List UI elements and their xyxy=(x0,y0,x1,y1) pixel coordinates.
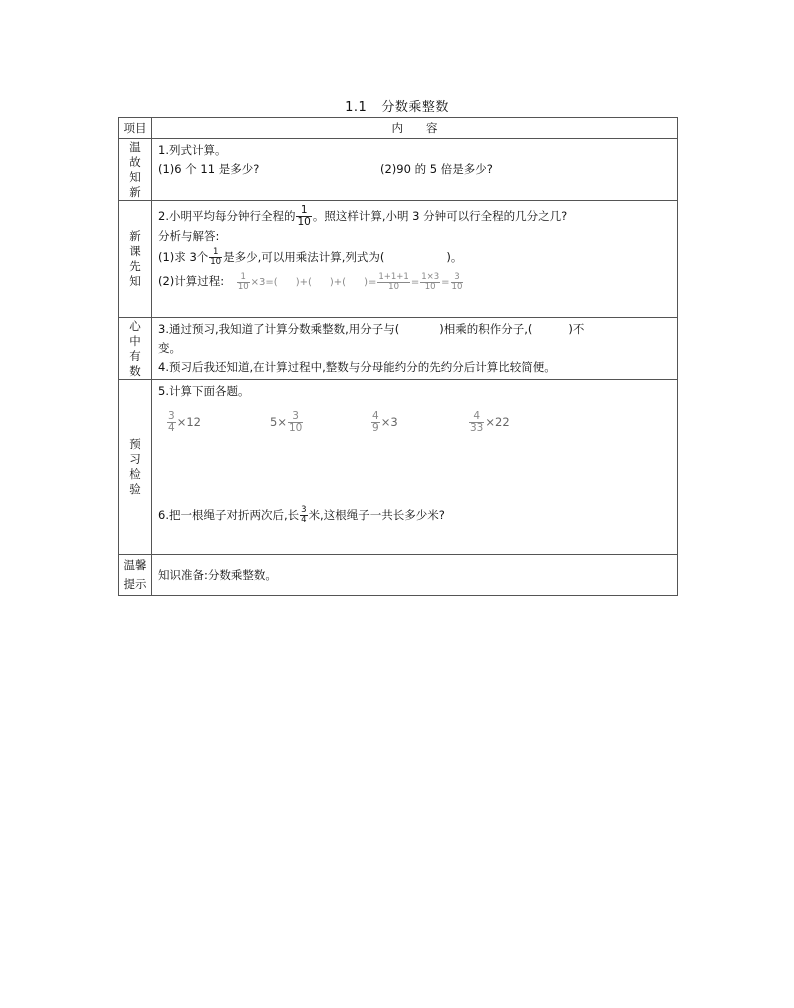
fraction: $\frac{3}{10}$ xyxy=(451,271,463,292)
new-lesson-content xyxy=(152,201,678,318)
fraction: $\frac{1\times 3}{10}$ xyxy=(421,271,440,292)
header-row xyxy=(119,118,678,139)
fraction: $\frac{3}{4}$ xyxy=(301,505,307,525)
question-2: 2.小明平均每分钟行全程的 $\frac{1}{10}$ 。照这样计算,小明 3 分钟可以行全程的几分之几? xyxy=(158,204,568,228)
question-6: 6.把一根绳子对折两次后,长 $\frac{3}{4}$ 米,这根绳子一共长多少米? xyxy=(158,505,445,525)
part-2: (2)计算过程: $\frac{1}{10}$ ×3=( )+( )+( )= $\frac{1+1+1}{10}$ = $\frac{1\times 3}{10}$ = $\frac{3}{10}$ xyxy=(158,271,463,292)
question-4: 4.预习后我还知道,在计算过程中,整数与分母能约分的先约分后计算比较简便。 xyxy=(158,360,556,374)
check-content xyxy=(152,380,678,555)
check-label: 预 习 检 验 xyxy=(119,380,152,555)
exercise-1: $\frac{3}{4}$ ×12 xyxy=(168,410,201,434)
tips-label: 温馨 提示 xyxy=(119,555,152,596)
section-number: 1.1 xyxy=(345,100,368,115)
question-5: 5.计算下面各题。 xyxy=(158,384,250,398)
question-1: 1.列式计算。 xyxy=(158,143,227,157)
section-title: 分数乘整数 xyxy=(381,100,449,115)
summary-label: 心 中 有 数 xyxy=(119,318,152,380)
review-label: 温 故 知 新 xyxy=(119,139,152,201)
new-lesson-row xyxy=(119,201,678,318)
tips-row xyxy=(119,555,678,596)
exercise-2: 5× $\frac{3}{10}$ xyxy=(270,410,303,434)
header-item: 项目 xyxy=(119,118,152,139)
fraction: $\frac{1}{10}$ xyxy=(297,204,311,228)
part-1: (1)求 3个 $\frac{1}{10}$ 是多少,可以用乘法计算,列式为( )。 xyxy=(158,247,463,267)
review-content xyxy=(152,139,678,201)
question-1a: (1)6 个 11 是多少? xyxy=(158,162,260,176)
fraction: $\frac{1}{10}$ xyxy=(210,247,222,267)
worksheet-table xyxy=(118,117,678,596)
question-3-continued: 变。 xyxy=(158,341,181,355)
question-1b: (2)90 的 5 倍是多少? xyxy=(380,162,493,176)
question-3: 3.通过预习,我知道了计算分数乘整数,用分子与( )相乘的积作分子,( )不 xyxy=(158,322,585,336)
tips-text: 知识准备:分数乘整数。 xyxy=(158,567,277,582)
new-lesson-label: 新 课 先 知 xyxy=(119,201,152,318)
tips-content xyxy=(152,555,678,596)
header-content: 内 容 xyxy=(152,118,678,139)
exercise-4: $\frac{4}{33}$ ×22 xyxy=(470,410,510,434)
analysis-label: 分析与解答: xyxy=(158,229,220,243)
question-1-parts xyxy=(158,160,671,179)
summary-content xyxy=(152,318,678,380)
fraction: $\frac{1+1+1}{10}$ xyxy=(378,271,409,292)
exercise-row xyxy=(158,405,671,439)
calculation-process: $\frac{1}{10}$ ×3=( )+( )+( )= $\frac{1+1+1}{10}$ = $\frac{1\times 3}{10}$ = $\frac{3}{10}$ xyxy=(237,271,463,292)
fraction: $\frac{1}{10}$ xyxy=(237,271,249,292)
page-title xyxy=(0,96,794,115)
check-row xyxy=(119,380,678,555)
review-row xyxy=(119,139,678,201)
exercise-3: $\frac{4}{9}$ ×3 xyxy=(372,410,398,434)
summary-row xyxy=(119,318,678,380)
